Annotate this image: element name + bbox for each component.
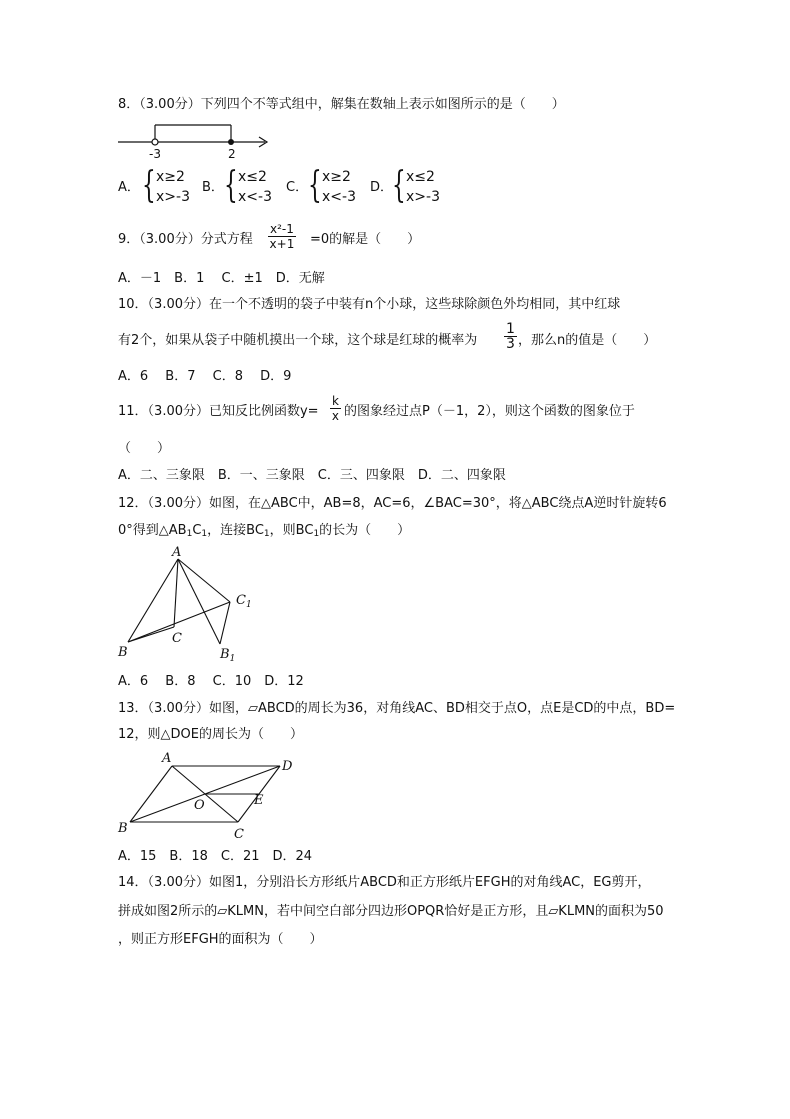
q12-label-c1-sub: 1 <box>245 600 252 610</box>
q13-figure <box>112 750 292 845</box>
q8-stem: 8．（3.00分）下列四个不等式组中，解集在数轴上表示如图所示的是（ ） <box>118 97 565 112</box>
q12-label-b1-main: B <box>220 647 230 662</box>
open-point <box>152 139 158 145</box>
q9-options: A．－1 B．1 C．±1 D．无解 <box>118 271 325 286</box>
q12-line2-c: ，连接BC <box>207 523 264 538</box>
q8-option-a-line1: x≥2 <box>156 169 185 185</box>
q10-options: A．6 B．7 C．8 D．9 <box>118 369 292 384</box>
q12-figure <box>112 542 272 667</box>
q12-line2-a: 0°得到△AB <box>118 523 187 538</box>
q12-label-b1 <box>219 647 235 664</box>
q8-option-c-line1: x≥2 <box>322 169 351 185</box>
q12-line2 <box>118 523 410 542</box>
q10-line1: 10．（3.00分）在一个不透明的袋子中装有n个小球，这些球除颜色外均相同，其中红球 <box>118 297 621 312</box>
q12-line2-sub2: 1 <box>201 529 208 539</box>
q12-label-b1-sub: 1 <box>229 654 236 664</box>
q12-line1: 12．（3.00分）如图，在△ABC中，AB=8，AC=6，∠BAC=30°，将△ABC绕点A逆时针旋转6 <box>118 496 667 511</box>
q13-label-a: A <box>162 751 172 766</box>
q8-number-line <box>115 120 275 158</box>
q8-option-c-letter: C． <box>286 180 309 195</box>
q8-option-d-letter: D． <box>370 180 394 195</box>
q13-options: A．15 B．18 C．21 D．24 <box>118 849 313 864</box>
q12-line2-b: C <box>192 523 202 538</box>
q12-label-c1 <box>236 593 252 610</box>
q12-line2-d: ，则BC <box>269 523 314 538</box>
q8-option-d-line1: x≤2 <box>406 169 435 185</box>
q9-stem-a: 9．（3.00分）分式方程 <box>118 232 253 247</box>
q12-label-a: A <box>172 545 182 560</box>
q8-option-a-line2: x>-3 <box>156 189 190 205</box>
q14-line1: 14．（3.00分）如图1，分别沿长方形纸片ABCD和正方形纸片EFGH的对角线AC，EG剪开， <box>118 875 651 890</box>
q11-frac-den: x <box>331 409 340 423</box>
q12-label-c1-main: C <box>236 593 246 608</box>
q11-line2: （ ） <box>118 441 171 456</box>
q10-line2-a: 有2个，如果从袋子中随机摸出一个球，这个球是红球的概率为 <box>118 333 478 348</box>
q8-option-a-letter: A． <box>118 180 140 195</box>
q8-option-b-letter: B． <box>202 180 224 195</box>
q12-label-b: B <box>118 645 128 660</box>
q11-options: A．二、三象限 B．一、三象限 C．三、四象限 D．二、四象限 <box>118 468 506 483</box>
q11-frac-num: k <box>332 394 339 408</box>
q8-option-b-line2: x<-3 <box>238 189 272 205</box>
q12-line2-e: 的长为（ ） <box>319 523 411 538</box>
q10-frac-den: 3 <box>506 336 515 352</box>
q8-axis-label-neg3: -3 <box>149 147 161 161</box>
q13-line1: 13．（3.00分）如图，▱ABCD的周长为36，对角线AC、BD相交于点O，点E是CD的中点，BD= <box>118 701 676 716</box>
q13-label-b: B <box>118 821 128 836</box>
q10-fraction <box>504 322 517 351</box>
q9-stem-b: =0的解是（ ） <box>310 232 421 247</box>
q10-frac-num: 1 <box>506 321 515 337</box>
q13-label-c: C <box>234 827 244 842</box>
q12-line2-sub3: 1 <box>263 529 270 539</box>
q12-line2-sub1: 1 <box>186 529 193 539</box>
q12-label-c: C <box>172 631 182 646</box>
q8-axis-label-2: 2 <box>228 147 236 161</box>
q10-line2-b: ，那么n的值是（ ） <box>518 333 657 348</box>
q11-line1-a: 11．（3.00分）已知反比例函数y= <box>118 404 319 419</box>
q14-line3: ，则正方形EFGH的面积为（ ） <box>118 932 323 947</box>
q9-frac-num: x²-1 <box>270 222 294 236</box>
q13-label-d: D <box>282 759 292 774</box>
q8-option-d-line2: x>-3 <box>406 189 440 205</box>
q12-line2-sub4: 1 <box>313 529 320 539</box>
q8-option-c-line2: x<-3 <box>322 189 356 205</box>
q14-line2: 拼成如图2所示的▱KLMN，若中间空白部分四边形OPQR恰好是正方形，且▱KLMN的面积为50 <box>118 904 664 919</box>
q8-option-b-line1: x≤2 <box>238 169 267 185</box>
q11-fraction <box>330 394 341 423</box>
q13-label-o: O <box>194 798 205 813</box>
q9-fraction <box>268 222 296 251</box>
q9-frac-den: x+1 <box>269 237 295 251</box>
q11-line1-b: 的图象经过点P（－1，2），则这个函数的图象位于 <box>344 404 635 419</box>
q13-label-e: E <box>254 793 264 808</box>
q12-options: A．6 B．8 C．10 D．12 <box>118 674 304 689</box>
closed-point <box>228 139 234 145</box>
q13-line2: 12，则△DOE的周长为（ ） <box>118 727 303 742</box>
